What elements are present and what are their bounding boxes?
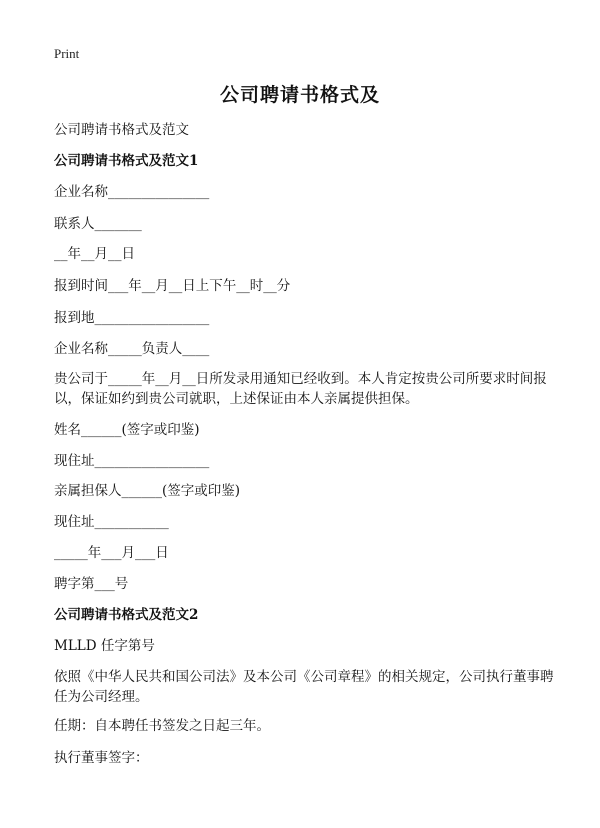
date-line: __年__月__日 (54, 246, 135, 262)
section-heading-1: 公司聘请书格式及范文1 (54, 153, 199, 169)
document-title: 公司聘请书格式及 (219, 84, 380, 106)
document-number-line: MLLD 任字第号 (54, 638, 155, 654)
appointment-paragraph: 依照《中华人民共和国公司法》及本公司《公司章程》的相关规定，公司执行董事聘任为公司经理。 (54, 669, 554, 705)
appointment-number-line: 聘字第___号 (54, 576, 129, 592)
subtitle-line: 公司聘请书格式及范文 (54, 122, 189, 138)
signature-date-line: _____年___月___日 (54, 545, 169, 561)
report-time-line: 报到时间___年__月__日上下午__时__分 (54, 278, 291, 294)
print-label[interactable]: Print (54, 46, 80, 61)
guarantor-line: 亲属担保人______(签字或印鉴) (54, 483, 241, 499)
company-name-line: 企业名称_______________ (54, 184, 210, 200)
contact-person-line: 联系人_______ (54, 216, 142, 232)
address-line-1: 现住址_________________ (54, 453, 210, 469)
director-signature-line: 执行董事签字： (54, 750, 149, 766)
acceptance-paragraph: 贵公司于_____年__月__日所发录用通知已经收到。本人肯定按贵公司所要求时间报以，保证如约到贵公司就职，上述保证由本人亲属提供担保。 (54, 371, 547, 407)
name-signature-line: 姓名______(签字或印鉴) (54, 422, 200, 438)
term-line: 任期：自本聘任书签发之日起三年。 (54, 718, 270, 734)
report-location-line: 报到地_________________ (54, 310, 210, 326)
section-heading-2: 公司聘请书格式及范文2 (54, 607, 199, 623)
company-responsible-line: 企业名称_____负责人____ (54, 341, 210, 357)
address-line-2: 现住址___________ (54, 514, 169, 530)
